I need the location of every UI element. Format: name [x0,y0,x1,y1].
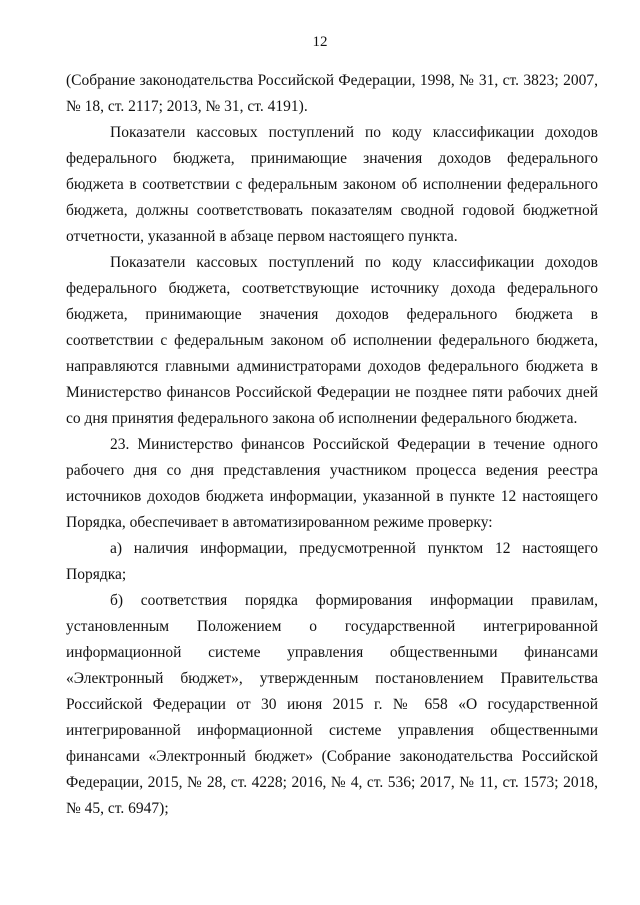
paragraph-item-23: 23. Министерство финансов Российской Федерации в течение одного рабочего дня со дня представления участником процесса ведения реестра источников доходов бюджета информации, указанной в пункте 12 настоящего Порядка, обеспечивает в автоматизированном режиме проверку: [66,436,598,531]
paragraph-subitem-b: б) соответствия порядка формирования информации правилам, установленным Положением о государственной интегрированной информационной системе управления общественными финансами «Электронный бюджет», утвержденным постановлением Правительства Российской Федерации от 30 июня 2015 г. № 658 «О государственной интегрированной информационной системе управления общественными финансами «Электронный бюджет» (Собрание законодательства Российской Федерации, 2015, № 28, ст. 4228; 2016, № 4, ст. 536; 2017, № 11, ст. 1573; 2018, № 45, ст. 6947); [66,592,598,817]
paragraph-citation-continuation: (Собрание законодательства Российской Федерации, 1998, № 31, ст. 3823; 2007, № 18, ст. 2117; 2013, № 31, ст. 4191). [66,72,598,115]
paragraph-subitem-a: а) наличия информации, предусмотренной пунктом 12 настоящего Порядка; [66,540,598,583]
document-body [66,68,598,822]
paragraph-revenue-indicators: Показатели кассовых поступлений по коду классификации доходов федерального бюджета, принимающие значения доходов федерального бюджета в соответствии с федеральным законом об исполнении федерального бюджета, должны соответствовать показателям сводной годовой бюджетной отчетности, указанной в абзаце первом настоящего пункта. [66,124,598,245]
page-number: 12 [312,34,328,50]
paragraph-revenue-source-indicators: Показатели кассовых поступлений по коду классификации доходов федерального бюджета, соответствующие источнику дохода федерального бюджета, принимающие значения доходов федерального бюджета в соответствии с федеральным законом об исполнении федерального бюджета, направляются главными администраторами доходов федерального бюджета в Министерство финансов Российской Федерации не позднее пяти рабочих дней со дня принятия федерального закона об исполнении федерального бюджета. [66,254,598,427]
